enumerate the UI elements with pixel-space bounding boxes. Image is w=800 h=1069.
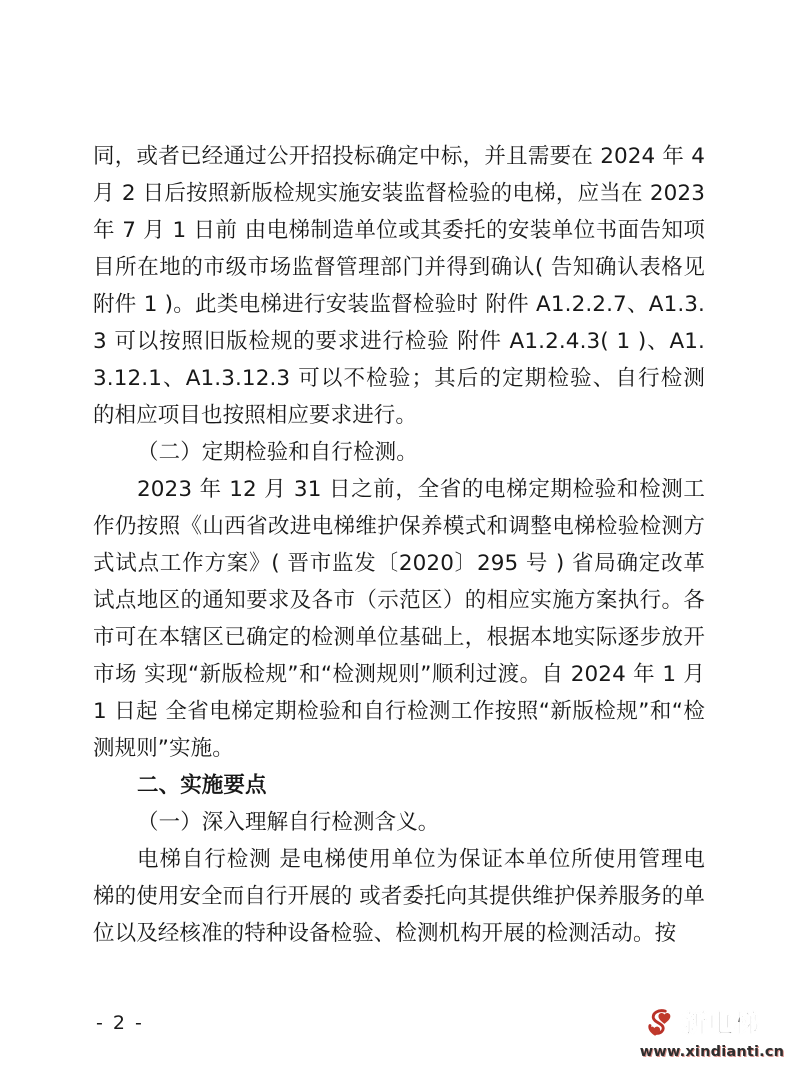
document-body xyxy=(93,138,705,952)
watermark-url-text: www.xindianti.cn xyxy=(639,1044,785,1060)
paragraph-periodic-inspection: 2023 年 12 月 31 日之前，全省的电梯定期检验和检测工作仍按照《山西省改进电梯维护保养模式和调整电梯检验检测方式试点工作方案》( 晋市监发〔2020〕295 号 ) 省局确定改革试点地区的通知要求及各市（示范区）的相应实施方案执行。各市可在本辖区已确定的检测单位基础上，根据本地实际逐步放开市场 实现“新版检规”和“检测规则”顺利过渡。自 2024 年 1 月 1 日起 全省电梯定期检验和自行检测工作按照“新版检规”和“检测规则”实施。 xyxy=(93,477,705,761)
watermark-brand-row xyxy=(632,1004,792,1042)
paragraph-implementation-points-heading: 二、实施要点 xyxy=(137,773,267,798)
paragraph-self-inspection-definition: 电梯自行检测 是电梯使用单位为保证本单位所使用管理电梯的使用安全而自行开展的 或者委托向其提供维护保养服务的单位以及经核准的特种设备检验、检测机构开展的检测活动。按 xyxy=(93,847,705,946)
paragraph-section-2-heading: （二）定期检验和自行检测。 xyxy=(137,440,418,465)
watermark xyxy=(632,1004,792,1066)
paragraph-continuation: 同，或者已经通过公开招投标确定中标，并且需要在 2024 年 4 月 2 日后按照新版检规实施安装监督检验的电梯，应当在 2023 年 7 月 1 日前 由电梯制造单位或其委托的安装单位书面告知项目所在地的市级市场监督管理部门并得到确认( 告知确认表格见附件 1 )。此类电梯进行安装监督检验时 附件 A1.2.2.7、A1.3.3 可以按照旧版检规的要求进行检验 附件 A1.2.4.3( 1 )、A1.3.12.1、A1.3.12.3 可以不检验；其后的定期检验、自行检测的相应项目也按照相应要求进行。 xyxy=(93,144,705,428)
xindianti-swirl-heart-logo-icon xyxy=(644,1006,678,1040)
page-footer xyxy=(0,1000,800,1069)
page-number: - 2 - xyxy=(96,1012,144,1034)
watermark-brand-text: 新电梯 xyxy=(682,1008,761,1038)
paragraph-self-inspection-meaning-heading: （一）深入理解自行检测含义。 xyxy=(137,810,440,835)
